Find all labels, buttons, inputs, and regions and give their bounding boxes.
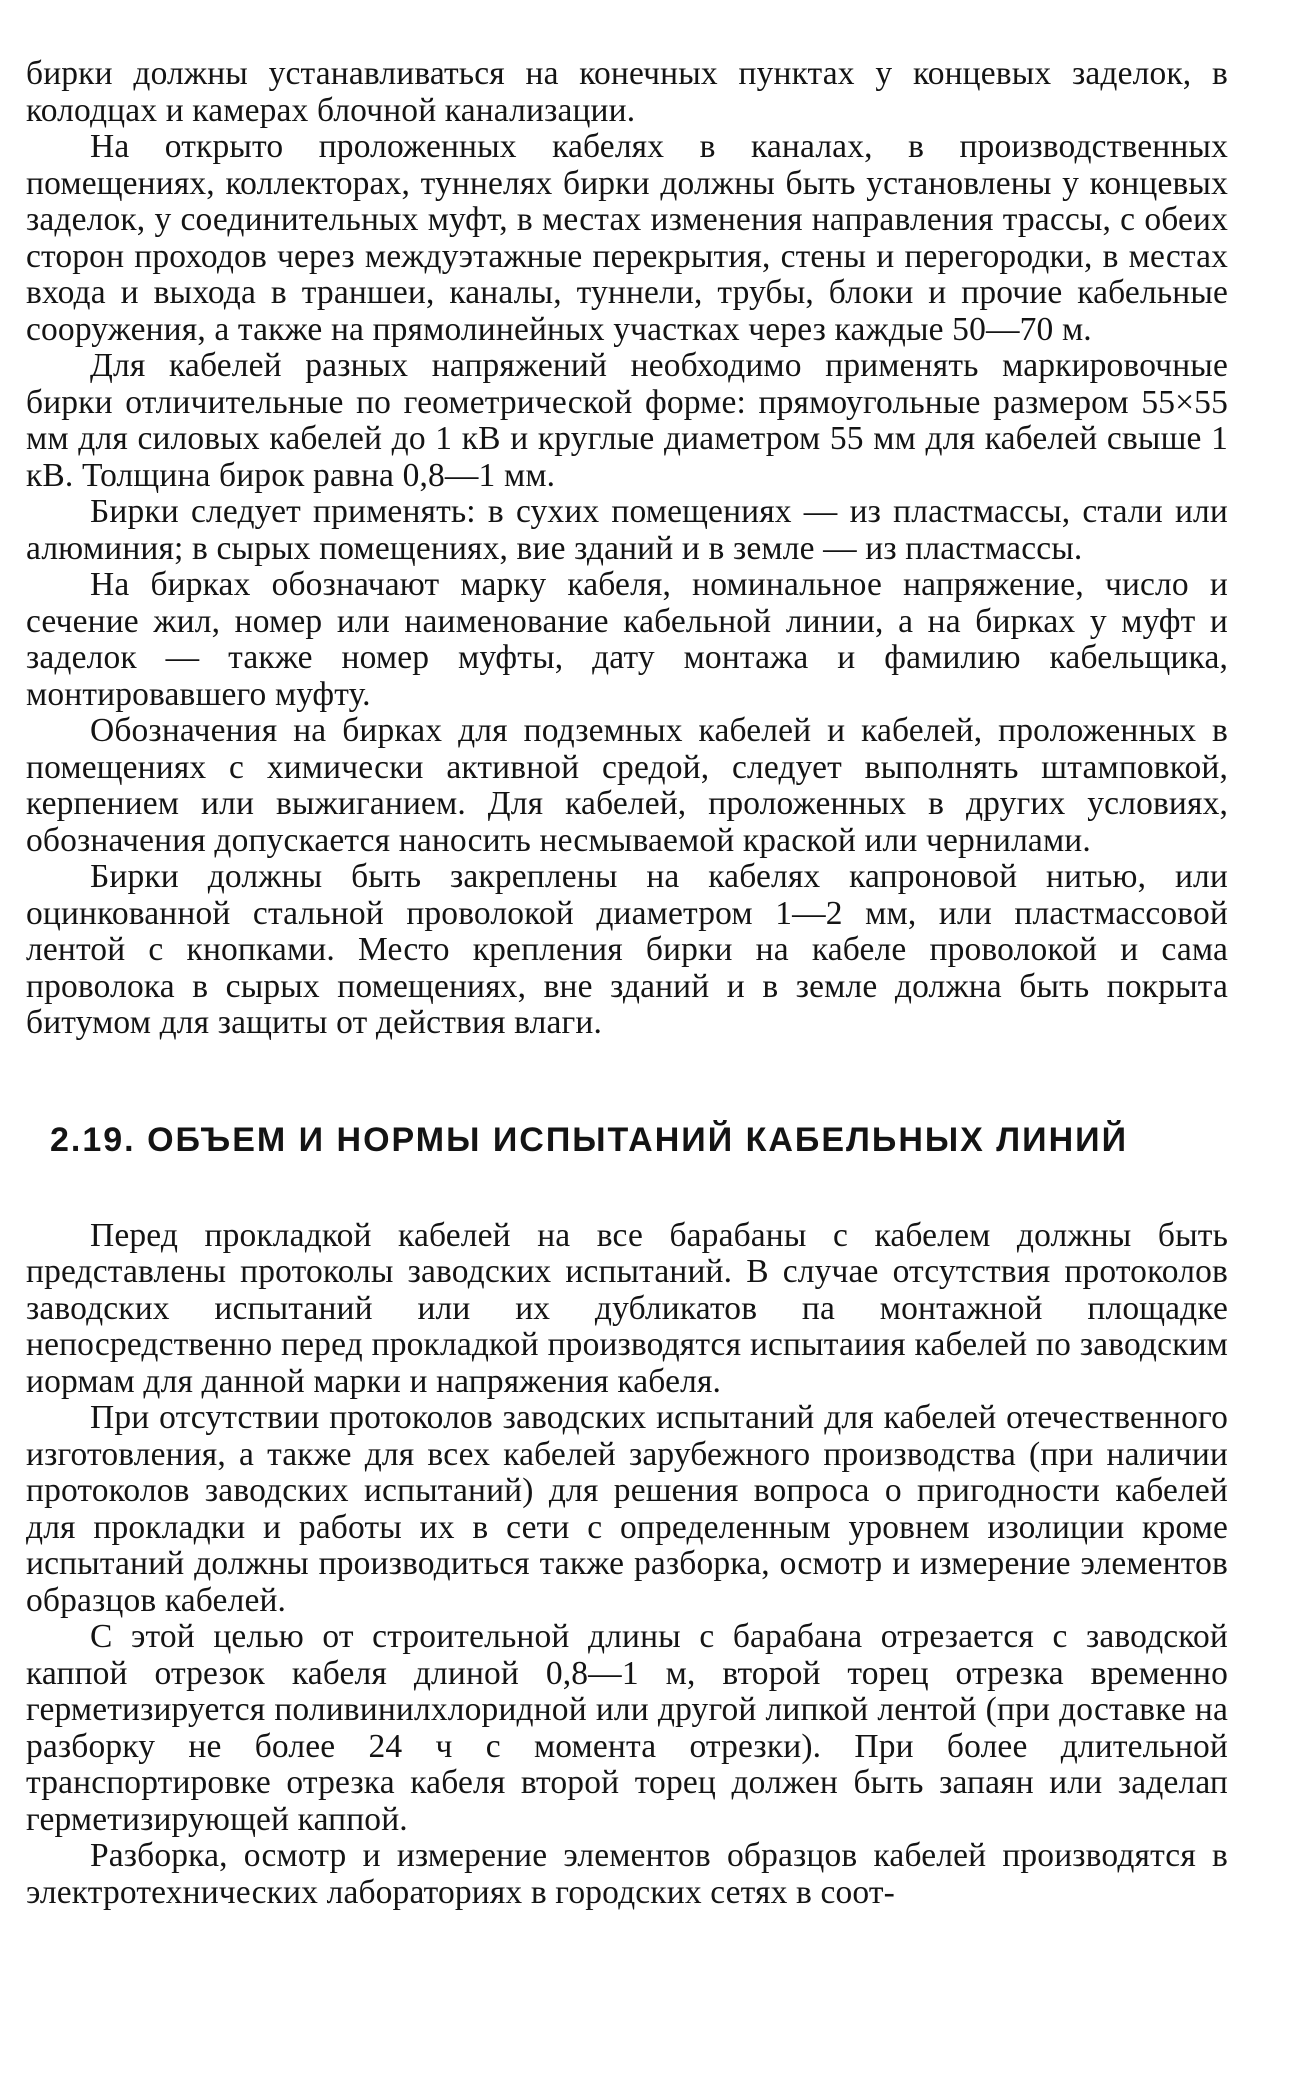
paragraph-10: С этой целью от строительной длины с барабана отрезается с заводской каппой отрезок кабеля длиной 0,8—1 м, второй торец отрезка временно герметизируется поливинилхлоридной или другой липкой лентой (при доставке на разборку не более 24 ч с момента отрезки). При более длительной транспортировке отрезка кабеля второй торец должен быть запаян или заделап герметизирующей каппой.: [26, 1618, 1228, 1838]
paragraph-7: Бирки должны быть закреплены на кабелях капроновой нитью, или оцинкованной стальной проволокой диаметром 1—2 мм, или пластмассовой лентой с кнопками. Место крепления бирки на кабеле проволокой и сама проволока в сырых помещениях, вне зданий и в земле должна быть покрыта битумом для защиты от действия влаги.: [26, 858, 1228, 1041]
text-block-before: [26, 56, 1228, 1042]
section-heading: 2.19. ОБЪЕМ И НОРМЫ ИСПЫТАНИЙ КАБЕЛЬНЫХ ЛИНИЙ: [50, 1120, 1129, 1159]
text-block-after: [26, 1218, 1228, 1912]
paragraph-3: Для кабелей разных напряжений необходимо применять маркировочные бирки отличительные по геометрической форме: прямоугольные размером 55×55 мм для силовых кабелей до 1 кВ и круглые диаметром 55 мм для кабелей свыше 1 кВ. Толщина бирок равна 0,8—1 мм.: [26, 347, 1228, 494]
paragraph-9: При отсутствии протоколов заводских испытаний для кабелей отечественного изготовления, а также для всех кабелей зарубежного производства (при наличии протоколов заводских испытаний) для решения вопроса о пригодности кабелей для прокладки и работы их в сети с определенным уровнем изолиции кроме испытаний должны производиться также разборка, осмотр и измерение элементов образцов кабелей.: [26, 1399, 1228, 1619]
paragraph-2: На открыто проложенных кабелях в каналах, в производственных помещениях, коллекторах, туннелях бирки должны быть установлены у концевых заделок, у соединительных муфт, в местах изменения направления трассы, с обеих сторон проходов через междуэтажные перекрытия, стены и перегородки, в местах входа и выхода в траншеи, каналы, туннели, трубы, блоки и прочие кабельные сооружения, а также на прямолинейных участках через каждые 50—70 м.: [26, 128, 1228, 348]
paragraph-11: Разборка, осмотр и измерение элементов образцов кабелей производятся в электротехнических лабораториях в городских сетях в соот-: [26, 1837, 1228, 1911]
paragraph-1: бирки должны устанавливаться на конечных пунктах у концевых заделок, в колодцах и камерах блочной канализации.: [26, 55, 1228, 129]
paragraph-8: Перед прокладкой кабелей на все барабаны с кабелем должны быть представлены протоколы заводских испытаний. В случае отсутствия протоколов заводских испытаний или их дубликатов па монтажной площадке непосредственно перед прокладкой производятся испытаиия кабелей по заводским иормам для данной марки и напряжения кабеля.: [26, 1216, 1228, 1400]
paragraph-6: Обозначения на бирках для подземных кабелей и кабелей, проложенных в помещениях с химически активной средой, следует выполнять штамповкой, керпением или выжиганием. Для кабелей, проложенных в других условиях, обозначения допускается наносить несмываемой краской или чернилами.: [26, 712, 1228, 859]
paragraph-4: Бирки следует применять: в сухих помещениях — из пластмассы, стали или алюминия; в сырых помещениях, вие зданий и в земле — из пластмассы.: [26, 493, 1228, 567]
paragraph-5: На бирках обозначают марку кабеля, номинальное напряжение, число и сечение жил, номер или наименование кабельной линии, а на бирках у муфт и заделок — также номер муфты, дату монтажа и фамилию кабельщика, монтировавшего муфту.: [26, 566, 1228, 713]
